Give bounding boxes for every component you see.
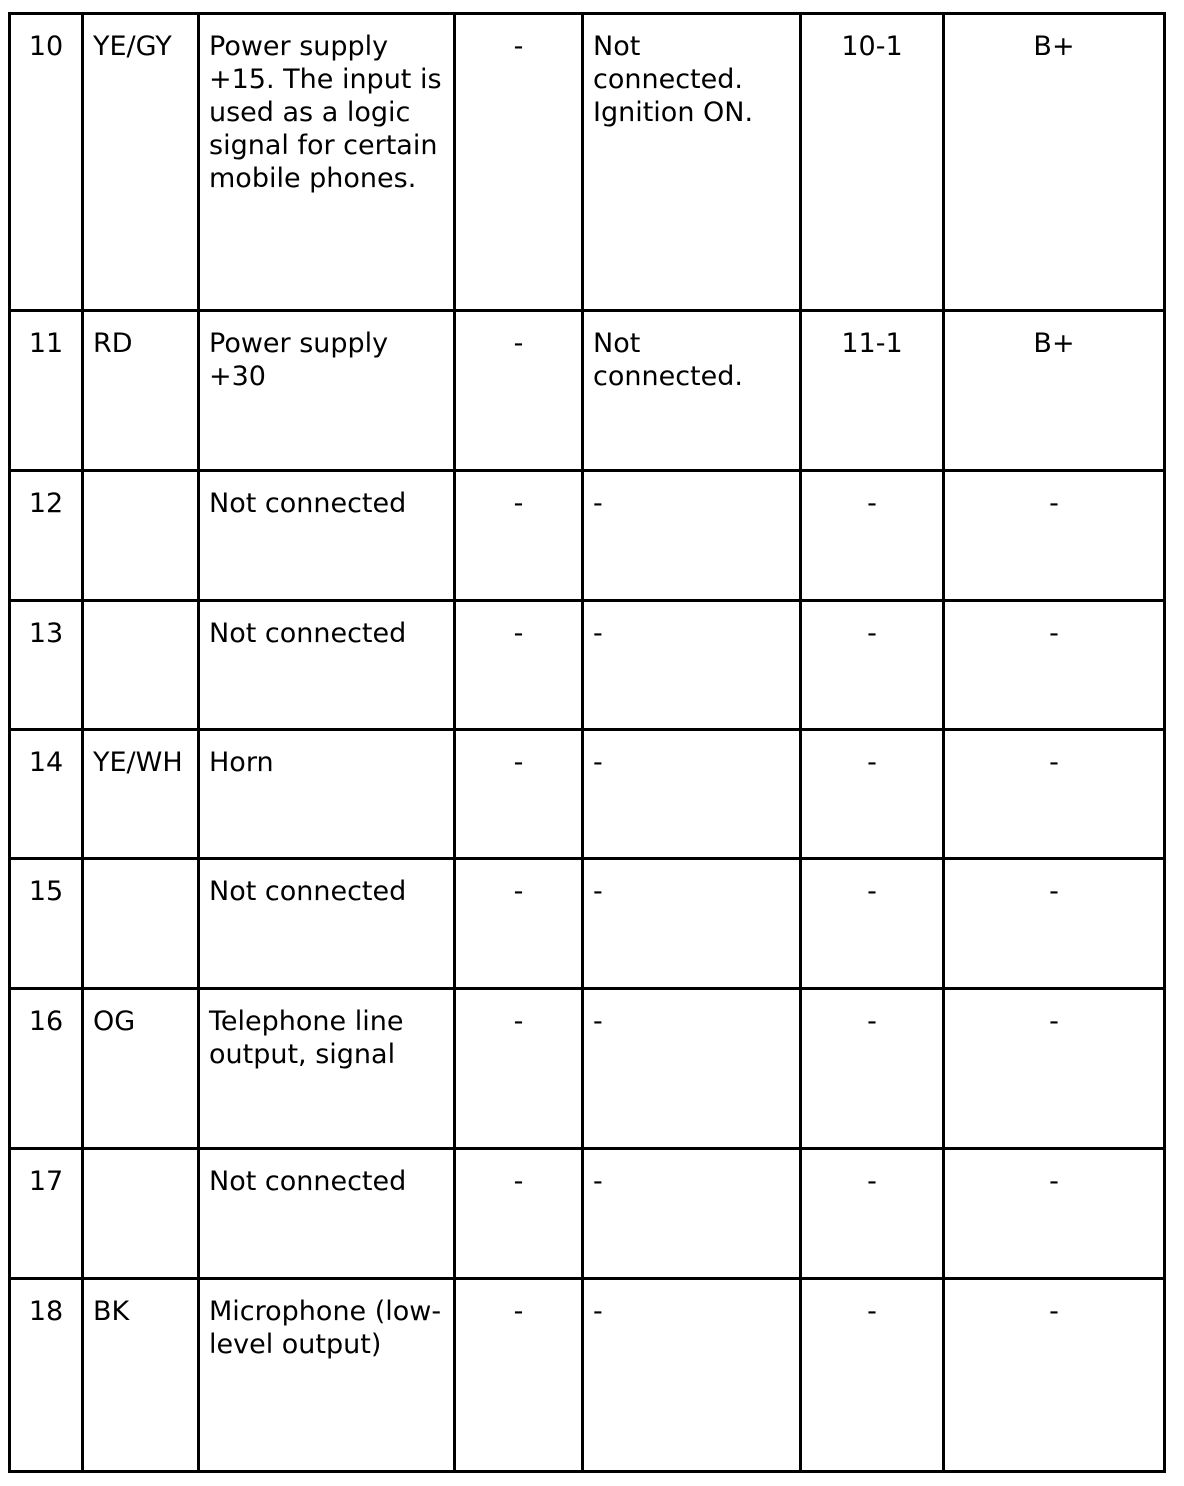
pin-number-cell: 16 <box>10 989 83 1149</box>
description-cell: Not connected <box>199 601 455 730</box>
measurement-cell: - <box>801 1279 944 1472</box>
condition-cell: - <box>583 859 801 989</box>
condition-cell: - <box>583 1279 801 1472</box>
reference-cell: B+ <box>944 14 1165 311</box>
reference-cell: - <box>944 1279 1165 1472</box>
measurement-cell: - <box>801 1149 944 1279</box>
wire-color-cell: YE/WH <box>83 730 199 859</box>
description-cell: Power supply +15. The input is used as a logic signal for certain mobile phones. <box>199 14 455 311</box>
pin-number-cell: 15 <box>10 859 83 989</box>
value-cell: - <box>455 730 583 859</box>
condition-cell: - <box>583 471 801 601</box>
table-row <box>10 1149 1165 1279</box>
pin-number-cell: 12 <box>10 471 83 601</box>
condition-cell: - <box>583 730 801 859</box>
description-cell: Horn <box>199 730 455 859</box>
reference-cell: - <box>944 730 1165 859</box>
pin-number-cell: 11 <box>10 311 83 471</box>
reference-cell: - <box>944 1149 1165 1279</box>
wire-color-cell <box>83 601 199 730</box>
table-row <box>10 601 1165 730</box>
measurement-cell: - <box>801 989 944 1149</box>
value-cell: - <box>455 989 583 1149</box>
wire-color-cell <box>83 1149 199 1279</box>
table-row <box>10 730 1165 859</box>
value-cell: - <box>455 471 583 601</box>
pin-number-cell: 17 <box>10 1149 83 1279</box>
description-cell: Not connected <box>199 859 455 989</box>
pin-number-cell: 18 <box>10 1279 83 1472</box>
table-row <box>10 859 1165 989</box>
description-cell: Microphone (low-level output) <box>199 1279 455 1472</box>
reference-cell: - <box>944 601 1165 730</box>
connector-pin-table <box>8 12 1166 1473</box>
value-cell: - <box>455 1279 583 1472</box>
measurement-cell: - <box>801 730 944 859</box>
value-cell: - <box>455 1149 583 1279</box>
pin-number-cell: 14 <box>10 730 83 859</box>
table-row <box>10 1279 1165 1472</box>
reference-cell: B+ <box>944 311 1165 471</box>
wire-color-cell: YE/GY <box>83 14 199 311</box>
measurement-cell: 10-1 <box>801 14 944 311</box>
description-cell: Telephone line output, signal <box>199 989 455 1149</box>
wire-color-cell <box>83 859 199 989</box>
wire-color-cell: OG <box>83 989 199 1149</box>
condition-cell: - <box>583 1149 801 1279</box>
wire-color-cell <box>83 471 199 601</box>
value-cell: - <box>455 601 583 730</box>
reference-cell: - <box>944 859 1165 989</box>
wire-color-cell: BK <box>83 1279 199 1472</box>
measurement-cell: - <box>801 859 944 989</box>
reference-cell: - <box>944 471 1165 601</box>
measurement-cell: - <box>801 601 944 730</box>
description-cell: Power supply +30 <box>199 311 455 471</box>
measurement-cell: 11-1 <box>801 311 944 471</box>
reference-cell: - <box>944 989 1165 1149</box>
measurement-cell: - <box>801 471 944 601</box>
value-cell: - <box>455 311 583 471</box>
value-cell: - <box>455 859 583 989</box>
table-row <box>10 14 1165 311</box>
wire-color-cell: RD <box>83 311 199 471</box>
description-cell: Not connected <box>199 1149 455 1279</box>
pin-number-cell: 10 <box>10 14 83 311</box>
table-row <box>10 989 1165 1149</box>
condition-cell: - <box>583 989 801 1149</box>
table-row <box>10 311 1165 471</box>
description-cell: Not connected <box>199 471 455 601</box>
condition-cell: Not connected. Ignition ON. <box>583 14 801 311</box>
table-row <box>10 471 1165 601</box>
condition-cell: - <box>583 601 801 730</box>
value-cell: - <box>455 14 583 311</box>
condition-cell: Not connected. <box>583 311 801 471</box>
pin-number-cell: 13 <box>10 601 83 730</box>
